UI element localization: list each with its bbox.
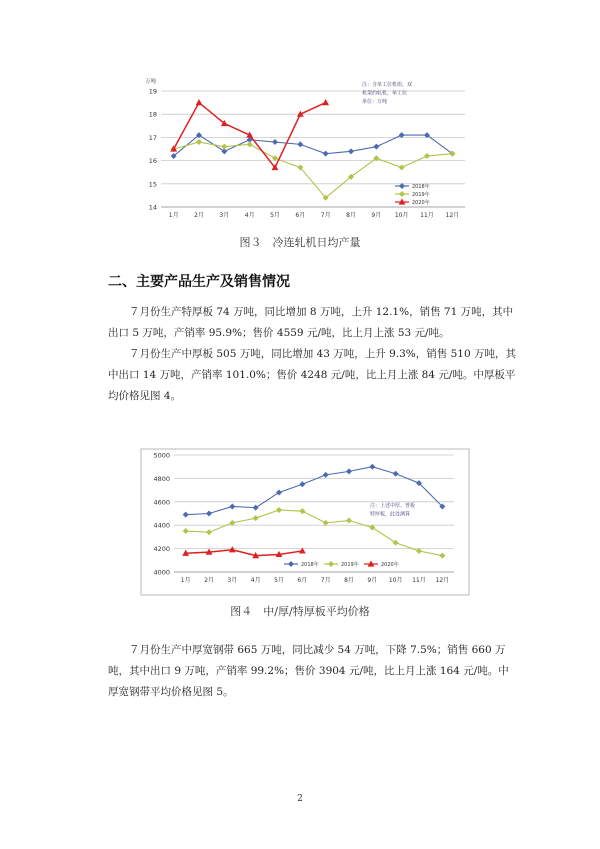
chart-fig4-svg <box>140 448 470 596</box>
x-tick-label: 2月 <box>194 212 204 219</box>
x-tick-label: 4月 <box>244 212 255 219</box>
x-tick-label: 11月 <box>420 212 434 219</box>
x-tick-label: 7月 <box>320 577 331 584</box>
data-point <box>393 471 399 477</box>
data-point <box>253 515 259 521</box>
y-tick-label: 19 <box>148 87 157 96</box>
legend-label: 2018年 <box>301 562 319 568</box>
chart-note: 注：含单工位机组，双 <box>362 82 413 88</box>
chart-frame <box>141 449 469 595</box>
x-tick-label: 10月 <box>394 212 409 219</box>
legend-label: 2020年 <box>412 200 430 206</box>
y-tick-label: 18 <box>148 110 157 119</box>
data-point <box>247 141 253 147</box>
legend-label: 2018年 <box>412 184 430 190</box>
y-axis-label: 万吨 <box>145 79 157 85</box>
data-point <box>369 464 375 470</box>
data-point <box>346 518 352 524</box>
x-tick-label: 1月 <box>180 577 191 584</box>
data-point <box>323 151 329 157</box>
data-point <box>276 489 282 495</box>
data-point <box>196 99 203 105</box>
legend-label: 2020年 <box>381 562 399 568</box>
data-point <box>299 508 305 514</box>
x-tick-label: 10月 <box>388 577 403 584</box>
y-tick-label: 15 <box>148 180 157 189</box>
x-tick-label: 5月 <box>270 212 280 219</box>
x-tick-label: 12月 <box>435 577 450 584</box>
data-point <box>253 505 259 511</box>
y-tick-label: 17 <box>148 133 157 142</box>
chart-note: 特厚板，此处测算 <box>370 511 411 518</box>
x-tick-label: 8月 <box>344 577 354 584</box>
data-point <box>322 99 329 105</box>
x-tick-label: 1月 <box>168 212 179 219</box>
legend-marker <box>288 561 294 567</box>
data-point <box>399 165 405 171</box>
data-point <box>373 144 379 150</box>
x-tick-label: 6月 <box>297 577 308 584</box>
fig3-caption: 图３ 冷连轧机日均产量 <box>239 236 361 249</box>
legend-label: 2019年 <box>412 192 430 198</box>
x-tick-label: 2月 <box>204 577 214 584</box>
y-tick-label: 5000 <box>153 451 170 460</box>
x-tick-label: 9月 <box>371 212 382 219</box>
section-title: 二、主要产品生产及销售情况 <box>108 274 290 290</box>
x-tick-label: 12月 <box>445 212 460 219</box>
chart-fig4 <box>140 448 470 596</box>
x-tick-label: 4月 <box>250 577 261 584</box>
x-tick-label: 3月 <box>219 212 230 219</box>
data-point <box>299 481 305 487</box>
paragraph-1: ７月份生产特厚板 74 万吨，同比增加 8 万吨，上升 12.1%，销售 71 万吨，其中出口 5 万吨，产销率 95.9%；售价 4559 元/吨，比上月上涨 53 元/吨。 <box>108 306 514 339</box>
chart-fig3 <box>140 70 470 226</box>
data-point <box>183 528 189 534</box>
series-line <box>174 142 453 198</box>
chart-note: 单位：万吨 <box>362 99 388 105</box>
data-point <box>206 529 212 535</box>
y-tick-label: 4000 <box>153 568 170 577</box>
paragraph-2: ７月份生产中厚板 505 万吨，同比增加 43 万吨，上升 9.3%，销售 510 万吨，其中出口 14 万吨，产销率 101.0%；售价 4248 元/吨，比上月上涨 84 元/吨。中厚板平均价格见图 4。 <box>108 348 516 402</box>
legend-label: 2019年 <box>341 562 359 568</box>
x-tick-label: 9月 <box>367 577 378 584</box>
data-point <box>229 503 235 509</box>
y-tick-label: 4200 <box>153 545 170 554</box>
data-point <box>196 139 202 145</box>
legend-marker <box>328 561 334 567</box>
y-tick-label: 4800 <box>153 474 170 483</box>
x-tick-label: 3月 <box>227 577 238 584</box>
y-tick-label: 14 <box>148 203 157 212</box>
chart-note: 机架的轧机，单工位 <box>362 90 408 97</box>
chart-note: 注：上述中厚、普板 <box>370 503 416 509</box>
data-point <box>323 472 329 478</box>
chart-fig3-svg <box>140 70 470 226</box>
data-point <box>221 144 227 150</box>
page-number: 2 <box>297 794 303 804</box>
data-point <box>393 540 399 546</box>
data-point <box>346 468 352 474</box>
y-tick-label: 4400 <box>153 521 170 530</box>
x-tick-label: 11月 <box>412 577 426 584</box>
paragraph-3: ７月份生产中厚宽钢带 665 万吨，同比减少 54 万吨，下降 7.5%；销售 660 万吨，其中出口 9 万吨，产销率 99.2%；售价 3904 元/吨，比上月上涨 164 元/吨。中厚宽钢带平均价格见图 5。 <box>108 644 509 698</box>
y-tick-label: 4600 <box>153 498 170 507</box>
data-point <box>348 148 354 154</box>
x-tick-label: 6月 <box>295 212 306 219</box>
y-tick-label: 16 <box>148 157 157 166</box>
data-point <box>424 153 430 159</box>
data-point <box>183 512 189 518</box>
fig4-caption: 图４ 中/厚/特厚板平均价格 <box>230 605 370 618</box>
series-line <box>186 550 303 556</box>
x-tick-label: 7月 <box>320 212 331 219</box>
x-tick-label: 5月 <box>274 577 284 584</box>
data-point <box>206 511 212 517</box>
data-point <box>297 141 303 147</box>
data-point <box>272 139 278 145</box>
x-tick-label: 8月 <box>346 212 356 219</box>
data-point <box>439 553 445 559</box>
legend-marker <box>399 191 405 197</box>
data-point <box>276 507 282 513</box>
